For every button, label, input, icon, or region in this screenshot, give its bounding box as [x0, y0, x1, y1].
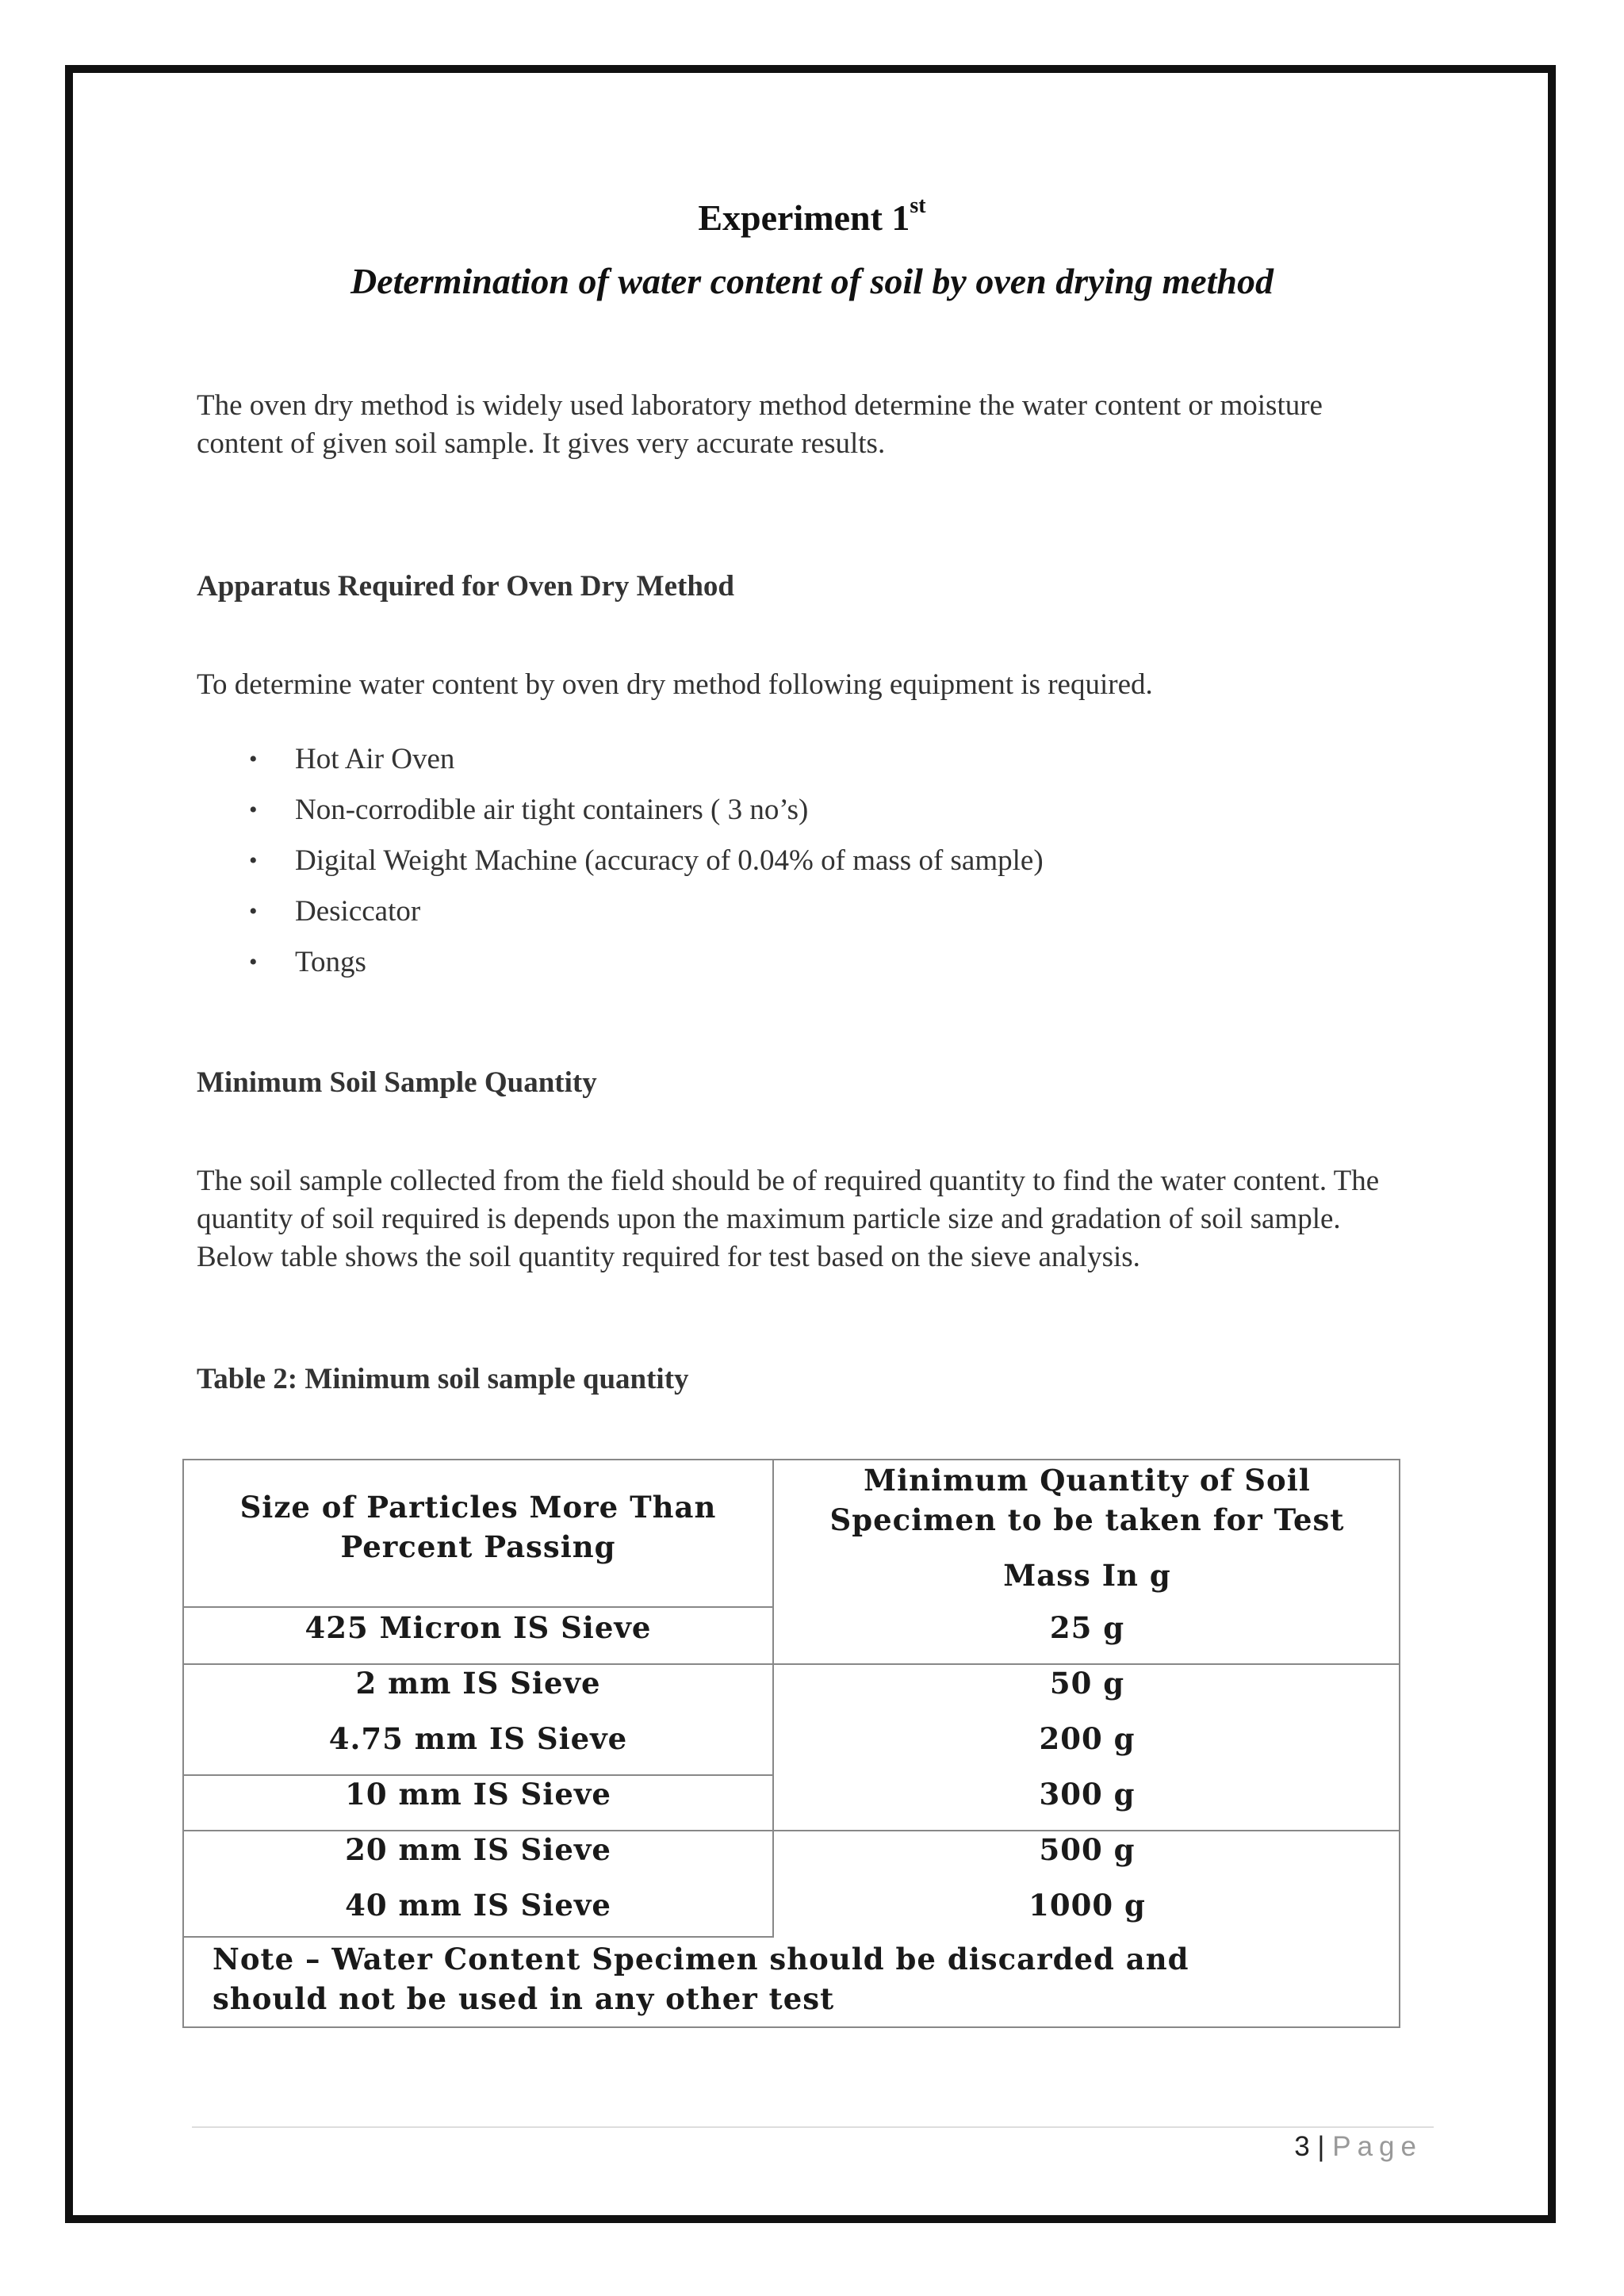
table-row-mass: 500 g	[1039, 1832, 1136, 1867]
row-divider	[184, 1936, 774, 1938]
list-item: • Desiccator	[197, 886, 1044, 937]
soil-quantity-table	[182, 1459, 1400, 2028]
list-item: • Tongs	[197, 937, 1044, 988]
table-note-line2: should not be used in any other test	[213, 1981, 835, 2016]
list-item: • Digital Weight Machine (accuracy of 0.04% of mass of sample)	[197, 836, 1044, 886]
page-label: Page	[1332, 2131, 1423, 2162]
experiment-subtitle: Determination of water content of soil by oven drying method	[350, 261, 1274, 301]
apparatus-heading: Apparatus Required for Oven Dry Method	[197, 570, 734, 603]
header-left-line2: Percent Passing	[340, 1529, 616, 1564]
table-row-size: 2 mm IS Sieve	[355, 1666, 601, 1701]
table-note	[213, 1939, 1386, 2019]
table-row-mass: 50 g	[1049, 1666, 1125, 1701]
page-number: 3	[1294, 2131, 1310, 2162]
minimum-quantity-paragraph: The soil sample collected from the field should be of required quantity to find the water content. The quantity of soil required is depends upon the maximum particle size and gradation of soil sample. Below table shows the soil quantity required for test based on the sieve analysis.	[197, 1165, 1380, 1273]
apparatus-lead: To determine water content by oven dry method following equipment is required.	[197, 668, 1153, 701]
header-right-line1: Minimum Quantity of Soil	[864, 1463, 1311, 1498]
intro-paragraph: The oven dry method is widely used laboratory method determine the water content or moisture content of given soil sample. It gives very accurate results.	[197, 389, 1323, 460]
list-item: • Hot Air Oven	[197, 734, 1044, 785]
page-footer	[1294, 2131, 1423, 2163]
table-note-line1: Note – Water Content Specimen should be discarded and	[213, 1942, 1189, 1976]
table-row-mass: 1000 g	[1028, 1888, 1146, 1923]
equipment-list	[197, 734, 1044, 988]
table-row-size: 425 Micron IS Sieve	[304, 1610, 652, 1645]
page-title: Experiment 1st	[698, 193, 926, 238]
minimum-quantity-heading: Minimum Soil Sample Quantity	[197, 1066, 597, 1099]
table-row-size: 20 mm IS Sieve	[345, 1832, 611, 1867]
footer-separator: |	[1317, 2131, 1325, 2162]
table-row-size: 10 mm IS Sieve	[345, 1777, 611, 1812]
header-right-line3: Mass In g	[1003, 1558, 1171, 1593]
table-row-size: 40 mm IS Sieve	[345, 1888, 611, 1923]
table-caption: Table 2: Minimum soil sample quantity	[197, 1363, 689, 1395]
list-item: • Non-corrodible air tight containers ( 3 no’s)	[197, 785, 1044, 836]
table-row-mass: 300 g	[1039, 1777, 1136, 1812]
table-row-mass: 25 g	[1049, 1610, 1125, 1645]
header-right-line2: Specimen to be taken for Test	[829, 1502, 1345, 1537]
footer-divider	[192, 2126, 1434, 2128]
table-row-size: 4.75 mm IS Sieve	[328, 1721, 628, 1756]
table-row-mass: 200 g	[1039, 1721, 1136, 1756]
header-left-line1: Size of Particles More Than	[239, 1490, 717, 1525]
